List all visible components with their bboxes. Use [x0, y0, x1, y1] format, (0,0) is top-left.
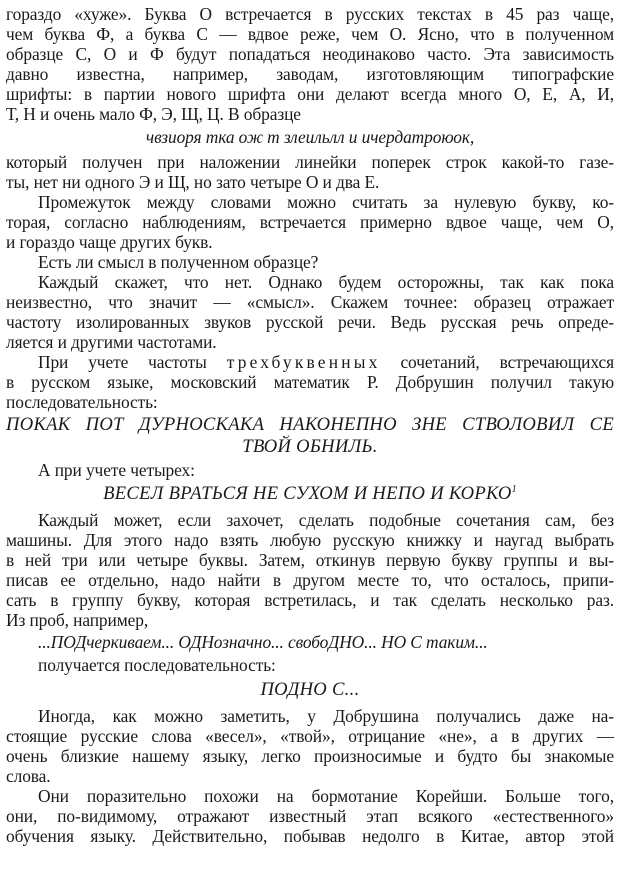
text-line: в ней три или четыре буквы. Затем, откинув первую букву группы и вы-	[6, 550, 614, 570]
result-sample: ПОДНО С...	[260, 679, 360, 700]
text-line: и гораздо чаще других букв.	[6, 232, 213, 252]
text-line: последовательность:	[6, 392, 158, 412]
text-line: Т, Н и очень мало Ф, Э, Щ, Ц. В образце	[6, 104, 301, 124]
example-fragments: ...ПОДчеркиваем... ОДНозначно... свобоДНО... НО С таким...	[38, 632, 488, 652]
text-line: получается последовательность:	[38, 655, 276, 675]
text-line: шрифты: в партии нового шрифта они делают всегда много О, Е, А, И,	[6, 84, 614, 104]
text-line: неизвестно, что значит — «смысл». Скажем точнее: образец отражает	[6, 292, 614, 312]
text-line: Каждый скажет, что нет. Однако будем осторожны, так как пока	[38, 272, 614, 292]
random-letter-sample: чвзиоря тка ож т злеильлл и ичердатроюок,	[145, 127, 475, 147]
text-line: они, по-видимому, отражают известный этап всякого «естественного»	[6, 806, 614, 826]
text-line: частоту изолированных звуков русской речи. Ведь русская речь опреде-	[6, 312, 614, 332]
text-line: Промежуток между словами можно считать за нулевую букву, ко-	[38, 192, 614, 212]
text-line: обучения языку. Действительно, побывав недолго в Китае, автор этой	[6, 826, 614, 846]
text-fragment: сочетаний, встречающихся	[400, 352, 615, 372]
text-line: стоящие русские слова «весел», «твой», отрицание «не», а в других —	[6, 726, 614, 746]
text-fragment: При учете частоты	[38, 352, 207, 372]
text-line: торая, согласно наблюдениям, встречается примерно вдвое чаще, чем О,	[6, 212, 614, 232]
footnote-ref: 1	[511, 483, 517, 495]
spaced-word: трехбуквенных	[226, 352, 381, 372]
text-line: в русском языке, московский математик Р. Добрушин получил такую	[6, 372, 614, 392]
text-line: машины. Для этого надо взять любую русскую книжку и наугад выбрать	[6, 530, 614, 550]
text-line: Каждый может, если захочет, сделать подобные сочетания сам, без	[38, 510, 614, 530]
text-line: А при учете четырех:	[38, 460, 195, 480]
sample-text: ВЕСЕЛ ВРАТЬСЯ НЕ СУХОМ И НЕПО И КОРКО	[103, 483, 512, 504]
text-line: ты, нет ни одного Э и Щ, но зато четыре О и два Е.	[6, 172, 380, 192]
text-line: Из проб, например,	[6, 610, 149, 630]
text-line: чем буква Ф, а буква С — вдвое реже, чем О. Ясно, что в полученном	[6, 24, 614, 44]
text-line: слова.	[6, 766, 51, 786]
text-line: образце С, О и Ф будут попадаться неодинаково часто. Эта зависимость	[6, 44, 614, 64]
text-line: давно известна, например, заводам, изготовляющим типографские	[6, 64, 614, 84]
text-line: сать в группу букву, которая встретилась, и так сделать несколько раз.	[6, 590, 614, 610]
text-line: очень близкие нашему языку, легко произносимые и будто бы знакомые	[6, 746, 614, 766]
text-line	[38, 352, 614, 372]
text-line: Есть ли смысл в полученном образце?	[38, 252, 319, 272]
trigram-sample-line: ТВОЙ ОБНИЛЬ.	[242, 436, 378, 457]
text-line: ляется и другими частотами.	[6, 332, 217, 352]
fourgram-sample-line	[0, 484, 620, 504]
trigram-sample-line: ПОКАК ПОТ ДУРНОСКАКА НАКОНЕПНО ЗНЕ СТВОЛОВИЛ СЕ	[6, 414, 614, 435]
text-line: писав ее отдельно, надо найти в другом месте то, что осталось, припи-	[6, 570, 614, 590]
text-line: Иногда, как можно заметить, у Добрушина получались даже на-	[38, 706, 614, 726]
text-line: гораздо «хуже». Буква О встречается в русских текстах в 45 раз чаще,	[6, 4, 614, 24]
text-line: который получен при наложении линейки поперек строк какой-то газе-	[6, 152, 614, 172]
text-line: Они поразительно похожи на бормотание Корейши. Больше того,	[38, 786, 614, 806]
